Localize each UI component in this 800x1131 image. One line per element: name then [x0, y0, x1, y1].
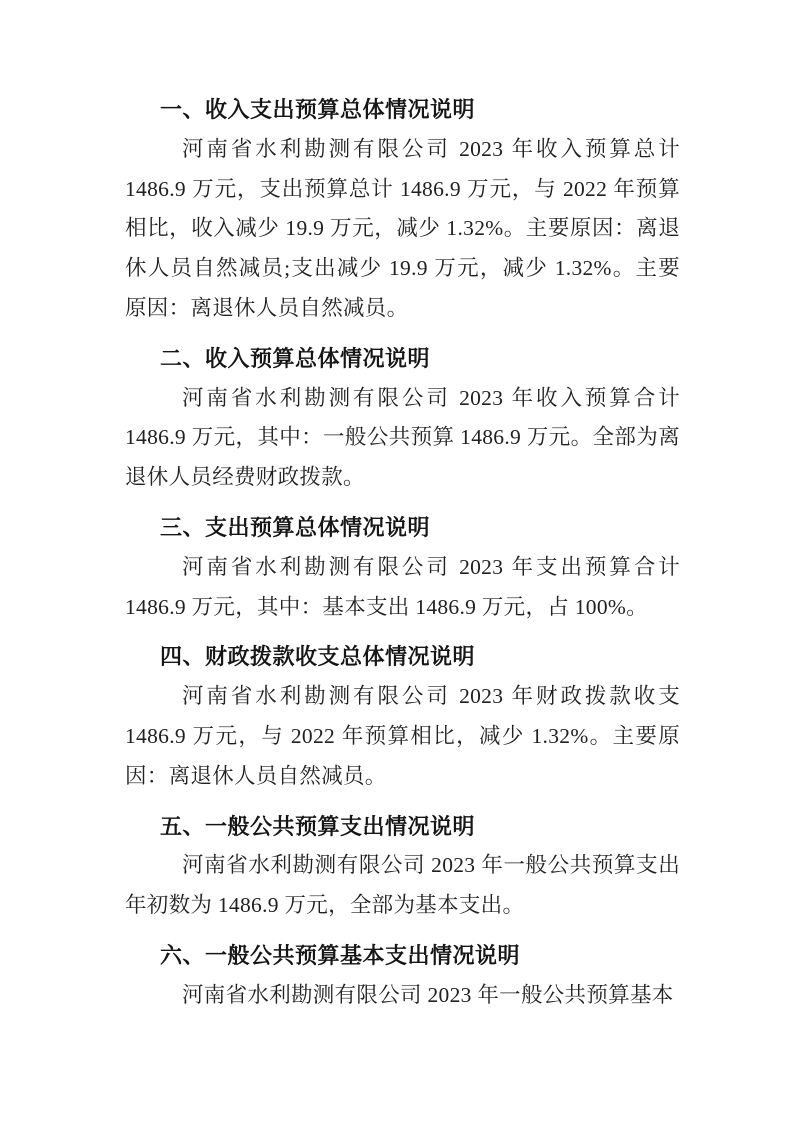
section-general-public-budget-basic-expenditure	[125, 936, 680, 1016]
section-heading: 二、收入预算总体情况说明	[160, 345, 431, 371]
section-paragraph: 河南省水利勘测有限公司 2023 年收入预算合计 1486.9 万元，其中：一般公共预算 1486.9 万元。全部为离退休人员经费财政拨款。	[125, 385, 680, 490]
section-income-budget	[125, 339, 680, 498]
section-paragraph: 河南省水利勘测有限公司 2023 年一般公共预算支出年初数为 1486.9 万元，全部为基本支出。	[125, 853, 680, 918]
section-heading: 四、财政拨款收支总体情况说明	[160, 644, 476, 670]
section-paragraph: 河南省水利勘测有限公司 2023 年收入预算总计 1486.9 万元，支出预算总计 1486.9 万元，与 2022 年预算相比，收入减少 19.9 万元，减少 1.32%。主要原因：离退休人员自然减员;支出减少 19.9 万元，减少 1.32%。主要原因：离退休人员自然减员。	[125, 136, 680, 320]
section-expenditure-budget	[125, 508, 680, 627]
section-fiscal-appropriation	[125, 637, 680, 796]
section-heading: 六、一般公共预算基本支出情况说明	[160, 942, 521, 968]
section-paragraph: 河南省水利勘测有限公司 2023 年支出预算合计 1486.9 万元，其中：基本支出 1486.9 万元，占 100%。	[125, 554, 680, 619]
section-overall-budget	[125, 90, 680, 329]
section-paragraph: 河南省水利勘测有限公司 2023 年财政拨款收支 1486.9 万元，与 2022 年预算相比，减少 1.32%。主要原因：离退休人员自然减员。	[125, 684, 680, 788]
section-heading: 五、一般公共预算支出情况说明	[160, 813, 476, 839]
section-general-public-budget-expenditure	[125, 807, 680, 926]
section-heading: 三、支出预算总体情况说明	[160, 514, 431, 540]
section-heading: 一、收入支出预算总体情况说明	[160, 97, 476, 122]
section-paragraph: 河南省水利勘测有限公司 2023 年一般公共预算基本	[182, 982, 674, 1007]
